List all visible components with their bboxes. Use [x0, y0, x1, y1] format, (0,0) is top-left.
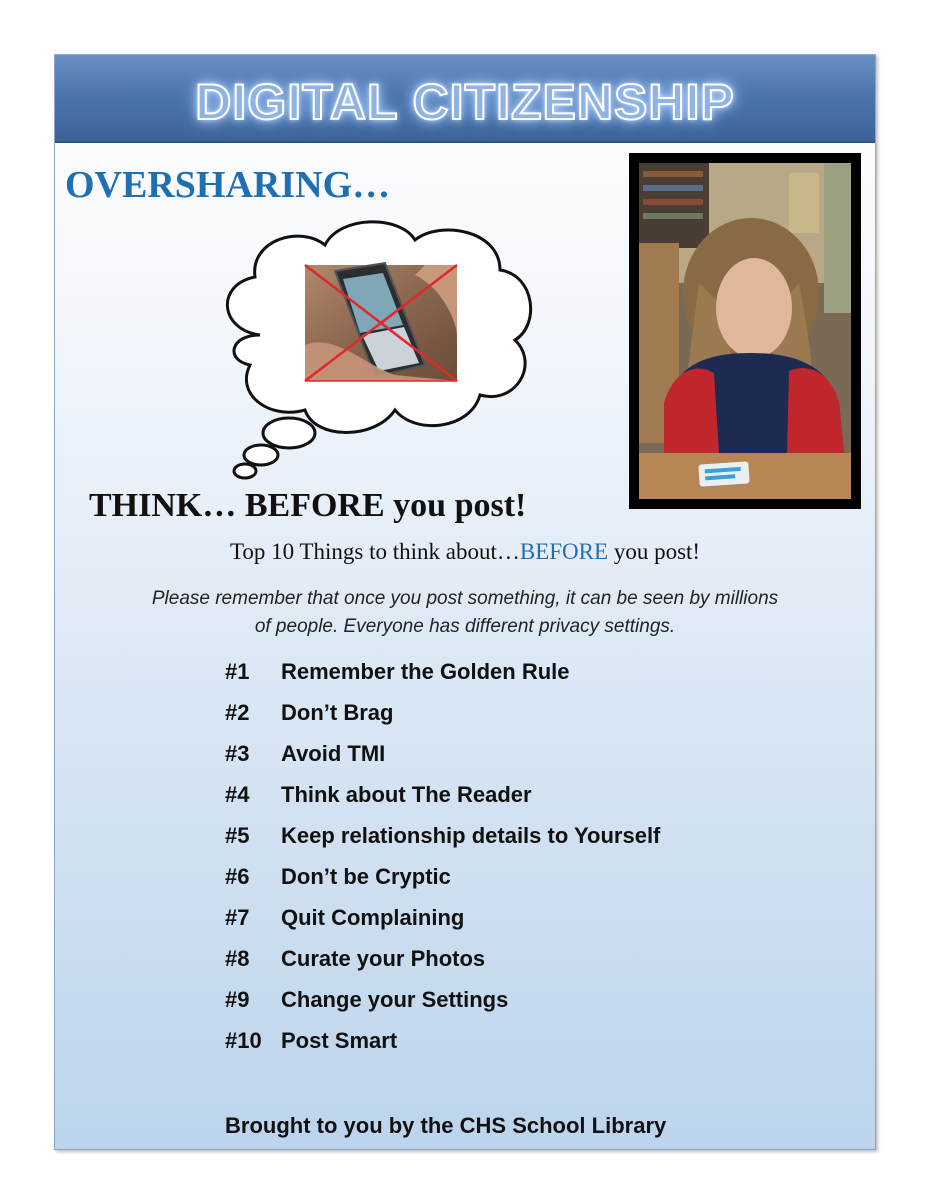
list-item: [225, 864, 660, 905]
privacy-note-line1: Please remember that once you post something, it can be seen by millions: [151, 588, 779, 609]
item-number: #9: [225, 987, 250, 1012]
crossed-phone-photo: [305, 263, 457, 381]
list-item: [225, 905, 660, 946]
list-item: [225, 741, 660, 782]
footer-credit: Brought to you by the CHS School Library: [225, 1113, 667, 1138]
item-number: #4: [225, 782, 250, 807]
thought-cloud-icon: [215, 215, 545, 485]
item-number: #2: [225, 700, 250, 725]
list-item: [225, 946, 660, 987]
cloud-bubble-medium: [244, 445, 278, 465]
poster: [54, 54, 876, 1150]
banner: [55, 55, 875, 143]
list-item: [225, 782, 660, 823]
tagline: THINK… BEFORE you post!: [89, 487, 527, 524]
subtitle-highlight: BEFORE: [519, 539, 609, 564]
list-item: [225, 659, 660, 700]
item-text: Remember the Golden Rule: [281, 659, 570, 684]
privacy-note: [95, 585, 835, 641]
cloud-bubble-large: [263, 418, 315, 448]
list-item: [225, 1028, 660, 1069]
item-number: #5: [225, 823, 250, 848]
item-text: Don’t Brag: [281, 700, 394, 725]
item-number: #1: [225, 659, 250, 684]
cloud-bubble-small: [234, 464, 256, 478]
item-number: #10: [225, 1028, 262, 1053]
item-text: Keep relationship details to Yourself: [281, 823, 661, 848]
list-item: [225, 700, 660, 741]
item-number: #6: [225, 864, 250, 889]
item-text: Post Smart: [281, 1028, 398, 1053]
tips-list: [225, 659, 660, 1069]
student-photo-frame: [629, 153, 861, 509]
item-text: Quit Complaining: [281, 905, 465, 930]
banner-title: DIGITAL CITIZENSHIP: [195, 74, 735, 130]
item-text: Think about The Reader: [281, 782, 532, 807]
subtitle-prefix: Top 10 Things to think about…: [229, 539, 520, 564]
item-number: #7: [225, 905, 250, 930]
item-text: Avoid TMI: [281, 741, 386, 766]
subtitle: [55, 539, 875, 565]
item-text: Don’t be Cryptic: [281, 864, 451, 889]
privacy-note-line2: of people. Everyone has different privacy settings.: [254, 616, 676, 637]
student-photo: [639, 163, 851, 499]
item-number: #3: [225, 741, 250, 766]
item-number: #8: [225, 946, 250, 971]
item-text: Change your Settings: [281, 987, 509, 1012]
item-text: Curate your Photos: [281, 946, 486, 971]
subtitle-suffix: you post!: [608, 539, 701, 564]
list-item: [225, 987, 660, 1028]
list-item: [225, 823, 660, 864]
page-heading: OVERSHARING…: [65, 164, 391, 206]
